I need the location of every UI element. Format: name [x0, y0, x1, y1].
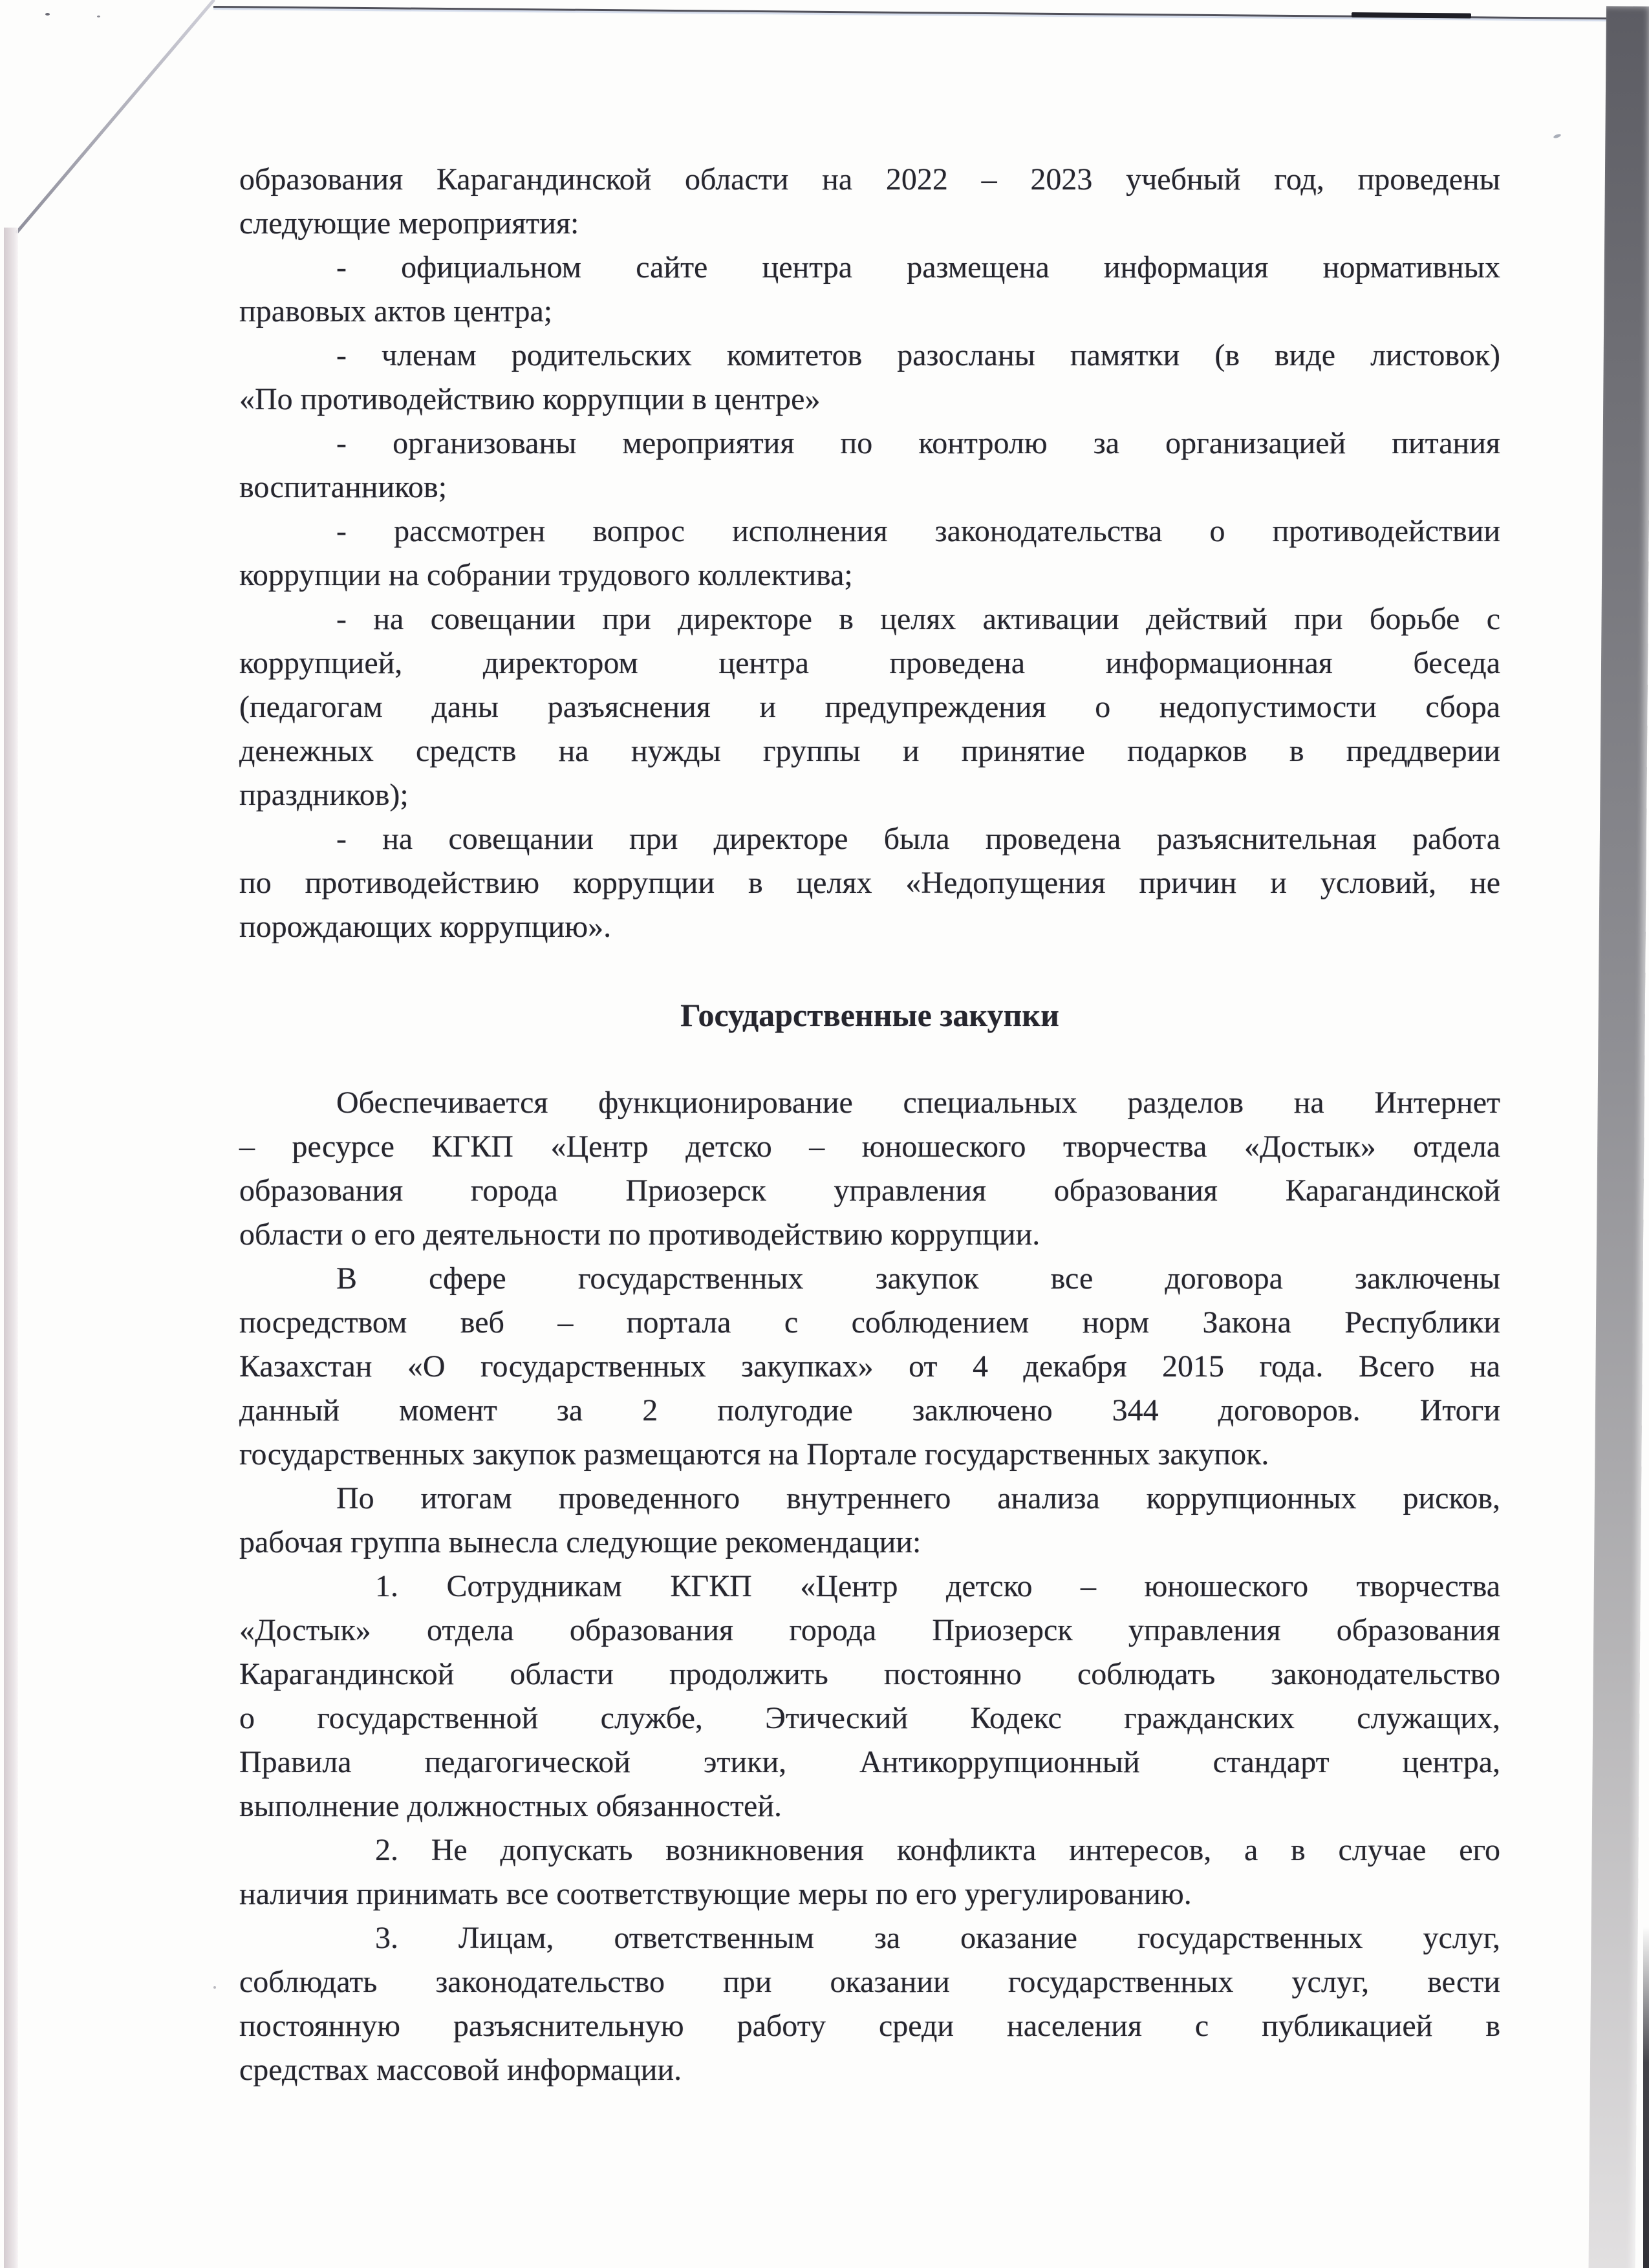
text-line: выполнение должностных обязанностей. [239, 1789, 782, 1823]
paragraph [239, 1257, 1500, 1477]
text-block [239, 158, 1500, 2092]
text-line: – ресурсе КГКП «Центр детско – юношеского творчества «Достык» отдела [239, 1129, 1500, 1164]
paragraph [239, 597, 1500, 817]
text-line: - организованы мероприятия по контролю за организацией питания [336, 426, 1500, 460]
text-line: - рассмотрен вопрос исполнения законодательства о противодействии [336, 514, 1500, 548]
paragraph [239, 1828, 1500, 1916]
text-line: коррупцией, директором центра проведена информационная беседа [239, 646, 1500, 680]
text-line: Правила педагогической этики, Антикоррупционный стандарт центра, [239, 1745, 1500, 1779]
text-line: - официальном сайте центра размещена информация нормативных [336, 250, 1500, 284]
text-line: Казахстан «О государственных закупках» от 4 декабря 2015 года. Всего на [239, 1349, 1500, 1384]
text-line: «По противодействию коррупции в центре» [239, 382, 821, 416]
scan-right-edge-dark-strip [1643, 1927, 1649, 2268]
text-line: денежных средств на нужды группы и принятие подарков в преддверии [239, 734, 1500, 768]
text-line: праздников); [239, 778, 409, 812]
text-line: Карагандинской области продолжить постоянно соблюдать законодательство [239, 1657, 1500, 1691]
paragraph [239, 1477, 1500, 1565]
paragraph [239, 334, 1500, 422]
paragraph [239, 1916, 1500, 2092]
paragraph [239, 1081, 1500, 1257]
scan-speck [213, 1986, 216, 1989]
scan-left-edge-strip [4, 228, 18, 2268]
text-line: коррупции на собрании трудового коллектива; [239, 558, 853, 592]
text-line: Обеспечивается функционирование специальных разделов на Интернет [336, 1086, 1500, 1120]
scan-speck [97, 16, 100, 17]
text-line: образования Карагандинской области на 2022 – 2023 учебный год, проведены [239, 162, 1500, 197]
text-line: рабочая группа вынесла следующие рекомендации: [239, 1525, 921, 1559]
paragraph [239, 422, 1500, 509]
paragraph [239, 817, 1500, 949]
scan-right-edge-band [1588, 6, 1649, 2268]
text-line: данный момент за 2 полугодие заключено 344 договоров. Итоги [239, 1393, 1500, 1428]
text-line: - на совещании при директоре была проведена разъяснительная работа [336, 822, 1500, 856]
text-line: о государственной службе, Этический Кодекс гражданских служащих, [239, 1701, 1500, 1735]
text-line: средствах массовой информации. [239, 2053, 682, 2087]
text-line: постоянную разъяснительную работу среди населения с публикацией в [239, 2009, 1500, 2043]
text-line: - членам родительских комитетов разосланы памятки (в виде листовок) [336, 338, 1500, 372]
text-line: образования города Приозерск управления образования Карагандинской [239, 1173, 1500, 1208]
text-line: наличия принимать все соответствующие меры по его урегулированию. [239, 1877, 1192, 1911]
text-line: следующие мероприятия: [239, 206, 579, 241]
text-line: воспитанников; [239, 470, 447, 504]
paragraph [239, 158, 1500, 246]
text-line: По итогам проведенного внутреннего анализа коррупционных рисков, [336, 1481, 1500, 1515]
text-line: области о его деятельности по противодействию коррупции. [239, 1217, 1040, 1252]
text-line: - на совещании при директоре в целях активации действий при борьбе с [336, 602, 1500, 636]
paragraph [239, 509, 1500, 597]
text-line: посредством веб – портала с соблюдением норм Закона Республики [239, 1305, 1500, 1340]
text-line: «Достык» отдела образования города Приозерск управления образования [239, 1613, 1500, 1647]
paragraph [239, 1565, 1500, 1828]
text-line: (педагогам даны разъяснения и предупреждения о недопустимости сбора [239, 690, 1500, 724]
text-line: 2. Не допускать возникновения конфликта интересов, а в случае его [375, 1833, 1500, 1867]
text-line: 1. Сотрудникам КГКП «Центр детско – юношеского творчества [375, 1569, 1500, 1603]
text-line: 3. Лицам, ответственным за оказание государственных услуг, [375, 1921, 1500, 1955]
text-line: соблюдать законодательство при оказании государственных услуг, вести [239, 1965, 1500, 1999]
text-line: В сфере государственных закупок все договора заключены [336, 1261, 1500, 1296]
text-line: по противодействию коррупции в целях «Недопущения причин и условий, не [239, 866, 1500, 900]
text-line: правовых актов центра; [239, 294, 553, 328]
scan-top-edge-mark [1352, 12, 1471, 19]
text-line: порождающих коррупцию». [239, 910, 612, 944]
scan-corner-fold-line [15, 0, 215, 234]
scan-speck [1553, 133, 1562, 139]
text-line: государственных закупок размещаются на Портале государственных закупок. [239, 1437, 1269, 1471]
section-heading: Государственные закупки [680, 997, 1059, 1033]
scan-speck [45, 13, 50, 16]
paragraph [239, 246, 1500, 334]
